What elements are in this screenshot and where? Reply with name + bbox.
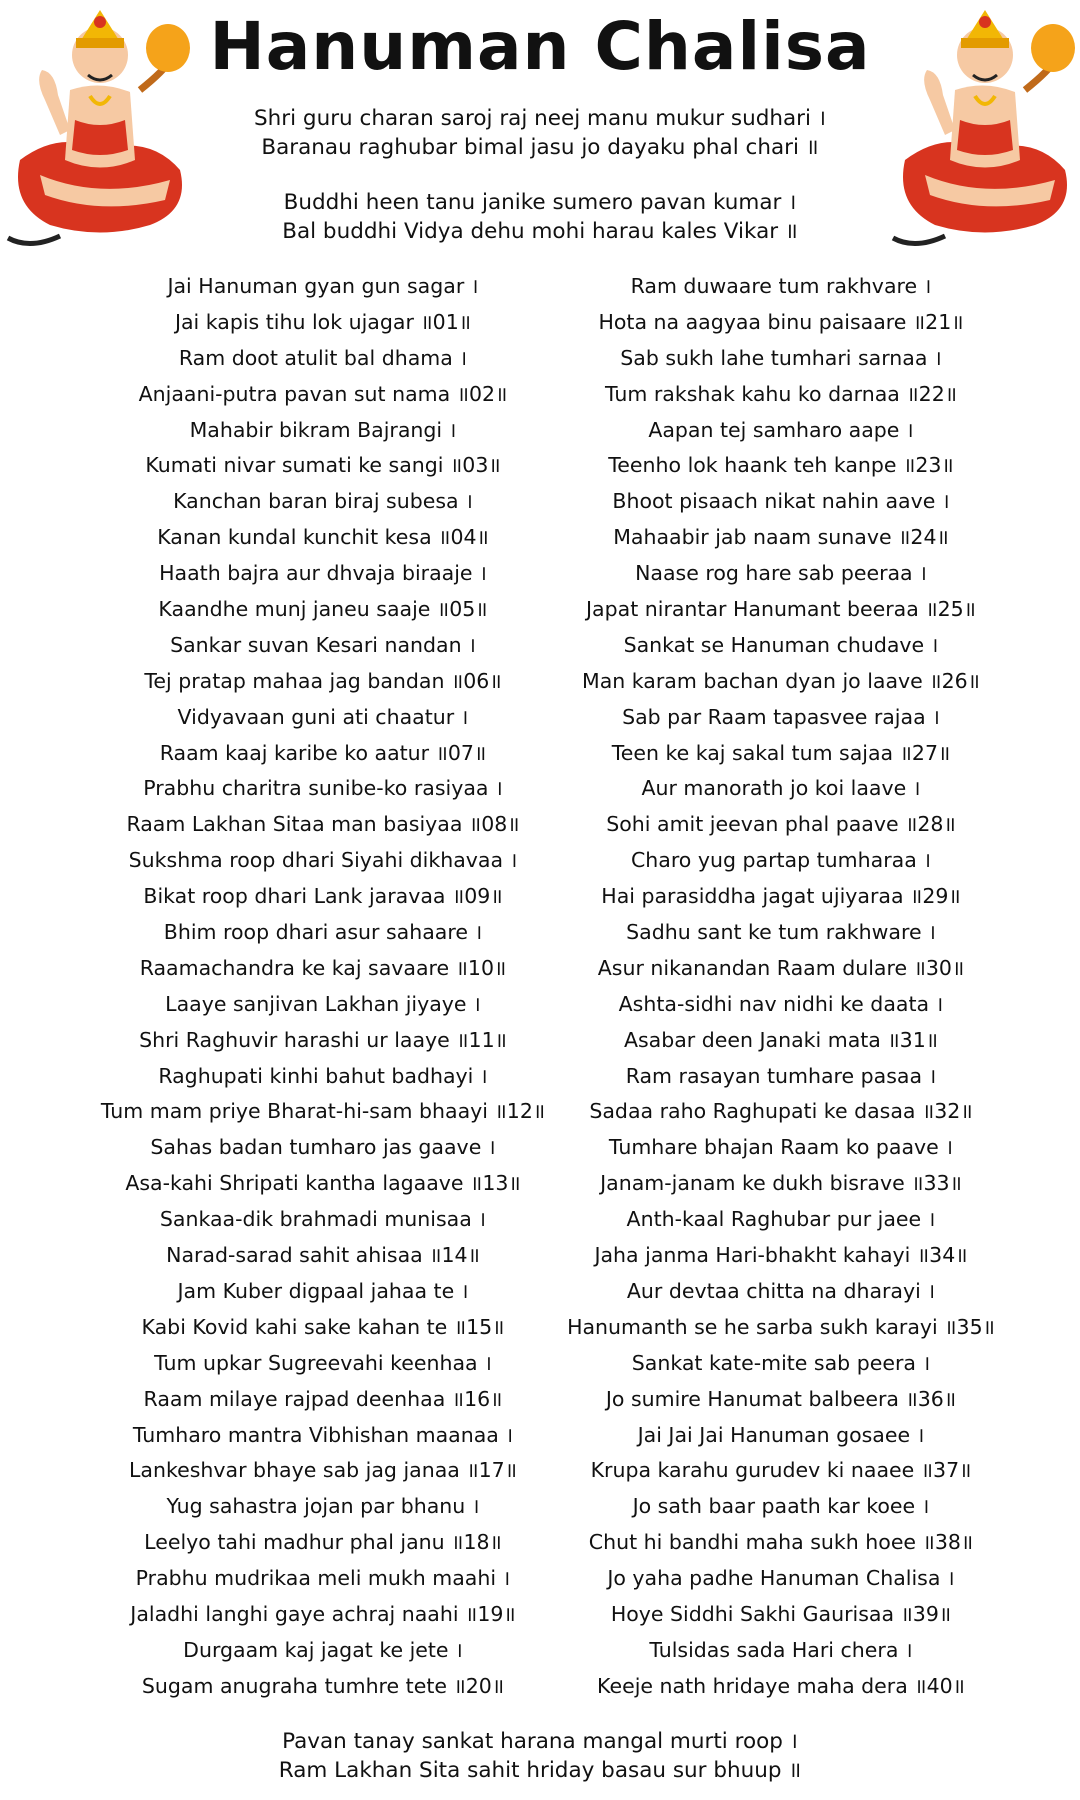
verse-line: Kabi Kovid kahi sake kahan te ॥15॥ [141,1314,505,1339]
verse-line: Shri Raghuvir harashi ur laaye ॥11॥ [139,1027,507,1052]
verse-line: Asabar deen Janaki mata ॥31॥ [623,1027,939,1052]
verse-line: Lankeshvar bhaye sab jag janaa ॥17॥ [129,1458,517,1483]
verse-line: Raam milaye rajpad deenhaa ॥16॥ [143,1386,503,1411]
verse-line: Keeje nath hridaye maha dera ॥40॥ [597,1673,965,1698]
verse-line: Sugam anugraha tumhre tete ॥20॥ [141,1673,505,1698]
verse-line: Sankat kate-mite sab peera । [631,1350,931,1375]
doha-line: Buddhi heen tanu janike sumero pavan kumar । [283,190,797,215]
verse-line: Aur manorath jo koi laave । [641,776,921,801]
verse-line: Sahas badan tumharo jas gaave । [150,1135,496,1160]
verse-line: Aapan tej samharo aape । [648,417,914,442]
opening-doha-2 [0,188,1080,246]
doha-line: Shri guru charan saroj raj neej manu mukur sudhari । [254,106,826,131]
verse-line: Hota na aagyaa binu paisaare ॥21॥ [598,309,964,334]
verse-line: Jai Hanuman gyan gun sagar । [167,274,479,298]
verse-line: Kumati nivar sumati ke sangi ॥03॥ [145,453,501,478]
verse-line: Asa-kahi Shripati kantha lagaave ॥13॥ [125,1171,521,1196]
verse-line: Prabhu charitra sunibe-ko rasiyaa । [143,776,503,801]
verse-line: Jai kapis tihu lok ujagar ॥01॥ [174,309,472,334]
verse-line: Hanumanth se he sarba sukh karayi ॥35॥ [567,1314,995,1339]
verse-line: Tum rakshak kahu ko darnaa ॥22॥ [604,381,958,406]
verse-line: Hoye Siddhi Sakhi Gaurisaa ॥39॥ [610,1601,952,1626]
doha-line: Bal buddhi Vidya dehu mohi harau kales Vikar ॥ [282,219,798,244]
verse-line: Hai parasiddha jagat ujiyaraa ॥29॥ [601,884,961,909]
verse-line: Ram rasayan tumhare pasaa । [625,1063,937,1088]
verse-line: Sankaa-dik brahmadi munisaa । [159,1207,487,1232]
verse-line: Bhim roop dhari asur sahaare । [163,920,483,945]
opening-doha-1 [0,104,1080,162]
verse-line: Japat nirantar Hanumant beeraa ॥25॥ [586,597,976,622]
verse-line: Krupa karahu gurudev ki naaee ॥37॥ [590,1458,972,1483]
verse-line: Raam Lakhan Sitaa man basiyaa ॥08॥ [126,812,520,837]
verse-line: Jaladhi langhi gaye achraj naahi ॥19॥ [130,1601,516,1626]
verse-line: Tulsidas sada Hari chera । [649,1637,913,1662]
verse-line: Mahabir bikram Bajrangi । [189,417,457,442]
verse-line: Aur devtaa chitta na dharayi । [626,1278,936,1303]
verse-line: Mahaabir jab naam sunave ॥24॥ [613,525,949,550]
verse-line: Bikat roop dhari Lank jaravaa ॥09॥ [143,884,503,909]
verse-line: Durgaam kaj jagat ke jete । [183,1637,463,1662]
verse-line: Kanan kundal kunchit kesa ॥04॥ [157,525,489,550]
verse-line: Haath bajra aur dhvaja biraaje । [159,561,487,586]
doha-line: Baranau raghubar bimal jasu jo dayaku phal chari ॥ [261,135,819,160]
verse-line: Jam Kuber digpaal jahaa te । [177,1278,469,1303]
verse-line: Chut hi bandhi maha sukh hoee ॥38॥ [588,1530,974,1555]
verse-line: Ram duwaare tum rakhvare । [630,274,932,298]
verse-line: Sohi amit jeevan phal paave ॥28॥ [606,812,956,837]
verse-line: Tej pratap mahaa jag bandan ॥06॥ [144,668,502,693]
page-title: Hanuman Chalisa [209,8,871,85]
verse-line: Narad-sarad sahit ahisaa ॥14॥ [166,1243,480,1268]
closing-doha [0,1727,1080,1785]
verse-line: Kaandhe munj janeu saaje ॥05॥ [158,597,488,622]
verse-line: Ram doot atulit bal dhama । [178,345,468,370]
verse-line: Sadhu sant ke tum rakhware । [626,920,936,945]
verse-line: Jo sath baar paath kar koee । [632,1494,930,1519]
verse-line: Teenho lok haank teh kanpe ॥23॥ [608,453,954,478]
verse-line: Prabhu mudrikaa meli mukh maahi । [135,1566,511,1591]
verse-line: Vidyavaan guni ati chaatur । [177,704,469,729]
verse-line: Tum upkar Sugreevahi keenhaa । [154,1350,492,1375]
verse-line: Jai Jai Jai Hanuman gosaee । [637,1422,925,1447]
verse-line: Bhoot pisaach nikat nahin aave । [612,489,950,514]
verse-line: Ashta-sidhi nav nidhi ke daata । [618,991,944,1016]
verse-line: Janam-janam ke dukh bisrave ॥33॥ [600,1171,962,1196]
verse-line: Sankat se Hanuman chudave । [623,632,939,657]
verse-line: Tum mam priye Bharat-hi-sam bhaayi ॥12॥ [100,1099,546,1124]
verse-line: Tumharo mantra Vibhishan maanaa । [132,1422,514,1447]
verse-line: Raamachandra ke kaj savaare ॥10॥ [139,955,507,980]
verse-line: Sankar suvan Kesari nandan । [170,632,476,657]
doha-line: Ram Lakhan Sita sahit hriday basau sur bhuup ॥ [278,1758,802,1783]
verse-line: Tumhare bhajan Raam ko paave । [608,1135,954,1160]
verse-line: Sab sukh lahe tumhari sarnaa । [620,345,942,370]
doha-line: Pavan tanay sankat harana mangal murti roop । [282,1729,798,1754]
verse-line: Raghupati kinhi bahut badhayi । [158,1063,488,1088]
verse-line: Sadaa raho Raghupati ke dasaa ॥32॥ [589,1099,973,1124]
verse-line: Asur nikanandan Raam dulare ॥30॥ [597,955,965,980]
verse-line: Charo yug partap tumharaa । [630,848,932,873]
verse-line: Laaye sanjivan Lakhan jiyaye । [165,991,481,1016]
verse-line: Leelyo tahi madhur phal janu ॥18॥ [144,1530,502,1555]
verse-line: Jaha janma Hari-bhakht kahayi ॥34॥ [594,1243,968,1268]
chaupai-left-column [88,268,558,1704]
verse-line: Kanchan baran biraj subesa । [173,489,473,514]
verse-line: Jo yaha padhe Hanuman Chalisa । [607,1566,955,1591]
verse-line: Teen ke kaj sakal tum sajaa ॥27॥ [611,740,951,765]
verse-line: Anjaani-putra pavan sut nama ॥02॥ [138,381,508,406]
verse-line: Anth-kaal Raghubar pur jaee । [626,1207,936,1232]
verse-line: Jo sumire Hanumat balbeera ॥36॥ [605,1386,957,1411]
verse-line: Sukshma roop dhari Siyahi dikhavaa । [128,848,518,873]
chaupai-right-column [546,268,1016,1704]
verse-line: Yug sahastra jojan par bhanu । [166,1494,480,1519]
verse-line: Man karam bachan dyan jo laave ॥26॥ [582,668,980,693]
verse-line: Naase rog hare sab peeraa । [635,561,927,586]
verse-line: Raam kaaj karibe ko aatur ॥07॥ [159,740,487,765]
verse-line: Sab par Raam tapasvee rajaa । [622,704,940,729]
